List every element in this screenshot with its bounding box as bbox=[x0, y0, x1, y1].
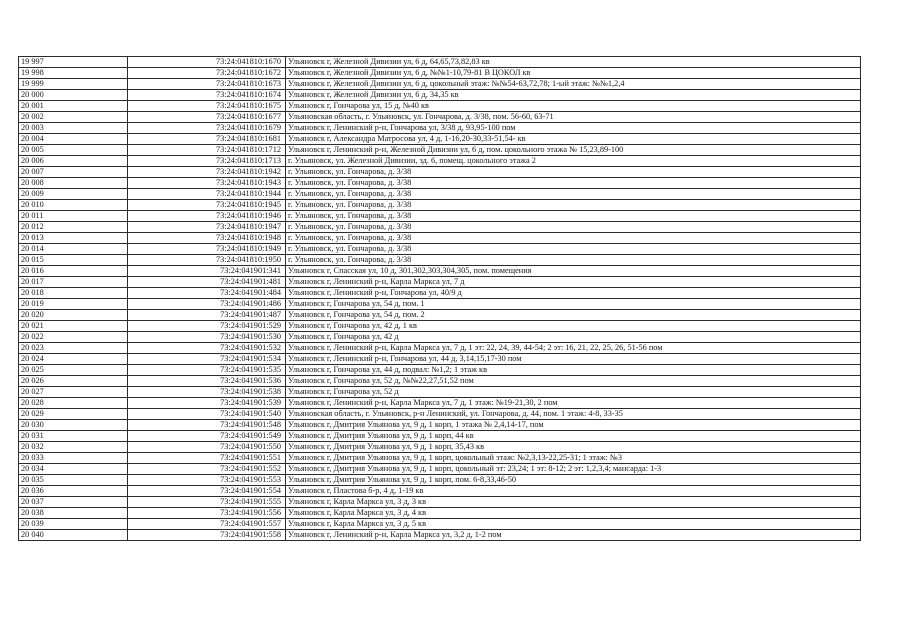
address-cell: Ульяновск г, Ленинский р-н, Гончарова ул, 40/9 д bbox=[286, 288, 861, 299]
cadastral-number-cell: 73:24:041810:1950 bbox=[128, 255, 286, 266]
address-cell: Ульяновск г, Гончарова ул, 42 д, 1 кв bbox=[286, 321, 861, 332]
cadastral-number-cell: 73:24:041901:554 bbox=[128, 486, 286, 497]
table-row bbox=[19, 123, 861, 134]
row-number-cell: 20 006 bbox=[19, 156, 128, 167]
table-row bbox=[19, 475, 861, 486]
row-number-cell: 20 012 bbox=[19, 222, 128, 233]
cadastral-number-cell: 73:24:041901:534 bbox=[128, 354, 286, 365]
table-row bbox=[19, 156, 861, 167]
table-row bbox=[19, 442, 861, 453]
cadastral-number-cell: 73:24:041901:540 bbox=[128, 409, 286, 420]
cadastral-number-cell: 73:24:041810:1713 bbox=[128, 156, 286, 167]
cadastral-number-cell: 73:24:041810:1946 bbox=[128, 211, 286, 222]
address-cell: Ульяновск г, Карла Маркса ул, 3 д, 5 кв bbox=[286, 519, 861, 530]
address-cell: Ульяновская область, г. Ульяновск, ул. Гончарова, д. 3/38, пом. 56-60, 63-71 bbox=[286, 112, 861, 123]
table-row bbox=[19, 431, 861, 442]
address-cell: Ульяновск г, Гончарова ул, 54 д, пом. 1 bbox=[286, 299, 861, 310]
address-cell: Ульяновск г, Ленинский р-н, Карла Маркса ул, 7 д, 1 этаж: №19-21,30, 2 пом bbox=[286, 398, 861, 409]
table-row bbox=[19, 178, 861, 189]
row-number-cell: 19 997 bbox=[19, 57, 128, 68]
row-number-cell: 20 018 bbox=[19, 288, 128, 299]
address-cell: Ульяновск г, Пластова б-р, 4 д, 1-19 кв bbox=[286, 486, 861, 497]
address-cell: Ульяновск г, Гончарова ул, 52 д bbox=[286, 387, 861, 398]
cadastral-number-cell: 73:24:041901:558 bbox=[128, 530, 286, 541]
registry-table-body bbox=[19, 57, 861, 541]
table-row bbox=[19, 376, 861, 387]
address-cell: г. Ульяновск, ул. Гончарова, д. 3/38 bbox=[286, 222, 861, 233]
table-row bbox=[19, 420, 861, 431]
table-row bbox=[19, 497, 861, 508]
row-number-cell: 20 023 bbox=[19, 343, 128, 354]
table-row bbox=[19, 145, 861, 156]
row-number-cell: 20 039 bbox=[19, 519, 128, 530]
address-cell: Ульяновск г, Железной Дивизии ул, 6 д, 64,65,73,82,83 кв bbox=[286, 57, 861, 68]
address-cell: Ульяновск г, Карла Маркса ул, 3 д, 4 кв bbox=[286, 508, 861, 519]
cadastral-number-cell: 73:24:041901:556 bbox=[128, 508, 286, 519]
row-number-cell: 20 010 bbox=[19, 200, 128, 211]
cadastral-number-cell: 73:24:041901:532 bbox=[128, 343, 286, 354]
cadastral-number-cell: 73:24:041810:1681 bbox=[128, 134, 286, 145]
address-cell: Ульяновск г, Ленинский р-н, Карла Маркса ул, 7 д, 1 эт: 22, 24, 39, 44-54; 2 эт: 16, 21, 22, 25, 26, 51-56 пом bbox=[286, 343, 861, 354]
table-row bbox=[19, 277, 861, 288]
row-number-cell: 20 033 bbox=[19, 453, 128, 464]
table-row bbox=[19, 365, 861, 376]
cadastral-number-cell: 73:24:041901:481 bbox=[128, 277, 286, 288]
table-row bbox=[19, 68, 861, 79]
cadastral-number-cell: 73:24:041810:1948 bbox=[128, 233, 286, 244]
address-cell: Ульяновск г, Железной Дивизии ул, 6 д, цокольный этаж: №№54-63,72,78; 1-ый этаж: №№1,2,4 bbox=[286, 79, 861, 90]
table-row bbox=[19, 79, 861, 90]
cadastral-number-cell: 73:24:041901:539 bbox=[128, 398, 286, 409]
cadastral-number-cell: 73:24:041901:535 bbox=[128, 365, 286, 376]
address-cell: г. Ульяновск, ул. Гончарова, д. 3/38 bbox=[286, 233, 861, 244]
row-number-cell: 20 005 bbox=[19, 145, 128, 156]
address-cell: Ульяновск г, Александра Матросова ул, 4 д, 1-16,20-30,33-51,54- кв bbox=[286, 134, 861, 145]
address-cell: Ульяновск г, Дмитрия Ульянова ул, 9 д, 1 корп, 35,43 кв bbox=[286, 442, 861, 453]
address-cell: Ульяновск г, Дмитрия Ульянова ул, 9 д, 1 корп, 44 кв bbox=[286, 431, 861, 442]
cadastral-number-cell: 73:24:041810:1712 bbox=[128, 145, 286, 156]
address-cell: Ульяновск г, Гончарова ул, 42 д bbox=[286, 332, 861, 343]
table-row bbox=[19, 398, 861, 409]
cadastral-number-cell: 73:24:041901:486 bbox=[128, 299, 286, 310]
cadastral-number-cell: 73:24:041901:538 bbox=[128, 387, 286, 398]
row-number-cell: 20 031 bbox=[19, 431, 128, 442]
address-cell: Ульяновск г, Дмитрия Ульянова ул, 9 д, 1 корп, 1 этажа № 2,4,14-17, пом bbox=[286, 420, 861, 431]
address-cell: г. Ульяновск, ул. Гончарова, д. 3/38 bbox=[286, 200, 861, 211]
row-number-cell: 20 020 bbox=[19, 310, 128, 321]
row-number-cell: 20 024 bbox=[19, 354, 128, 365]
row-number-cell: 20 021 bbox=[19, 321, 128, 332]
table-row bbox=[19, 288, 861, 299]
table-row bbox=[19, 508, 861, 519]
table-row bbox=[19, 244, 861, 255]
address-cell: Ульяновск г, Ленинский р-н, Гончарова ул, 3/38 д, 93,95-100 пом bbox=[286, 123, 861, 134]
cadastral-number-cell: 73:24:041810:1945 bbox=[128, 200, 286, 211]
row-number-cell: 20 008 bbox=[19, 178, 128, 189]
address-cell: Ульяновская область, г. Ульяновск, р-н Ленинский, ул. Гончарова, д. 44, пом. 1 этаж: 4-8, 33-35 bbox=[286, 409, 861, 420]
cadastral-number-cell: 73:24:041810:1677 bbox=[128, 112, 286, 123]
row-number-cell: 20 001 bbox=[19, 101, 128, 112]
cadastral-number-cell: 73:24:041901:484 bbox=[128, 288, 286, 299]
row-number-cell: 20 036 bbox=[19, 486, 128, 497]
table-row bbox=[19, 255, 861, 266]
row-number-cell: 20 032 bbox=[19, 442, 128, 453]
table-row bbox=[19, 387, 861, 398]
cadastral-number-cell: 73:24:041810:1679 bbox=[128, 123, 286, 134]
row-number-cell: 20 004 bbox=[19, 134, 128, 145]
row-number-cell: 20 019 bbox=[19, 299, 128, 310]
cadastral-number-cell: 73:24:041901:555 bbox=[128, 497, 286, 508]
address-cell: Ульяновск г, Спасская ул, 10 д, 301,302,303,304,305, пом. помещения bbox=[286, 266, 861, 277]
row-number-cell: 20 016 bbox=[19, 266, 128, 277]
address-cell: Ульяновск г, Ленинский р-н, Карла Маркса ул, 7 д bbox=[286, 277, 861, 288]
table-row bbox=[19, 343, 861, 354]
cadastral-number-cell: 73:24:041810:1947 bbox=[128, 222, 286, 233]
row-number-cell: 20 035 bbox=[19, 475, 128, 486]
row-number-cell: 20 040 bbox=[19, 530, 128, 541]
address-cell: г. Ульяновск, ул. Железной Дивизии, зд. 6, помещ. цокольного этажа 2 bbox=[286, 156, 861, 167]
address-cell: Ульяновск г, Ленинский р-н, Железной Дивизии ул, 6 д, пом. цокольного этажа № 15,23,89-100 bbox=[286, 145, 861, 156]
table-row bbox=[19, 486, 861, 497]
table-row bbox=[19, 310, 861, 321]
address-cell: Ульяновск г, Железной Дивизии ул, 6 д, №№1-10,79-81 В ЦОКОЛ кв bbox=[286, 68, 861, 79]
row-number-cell: 20 034 bbox=[19, 464, 128, 475]
cadastral-number-cell: 73:24:041901:557 bbox=[128, 519, 286, 530]
table-row bbox=[19, 211, 861, 222]
table-row bbox=[19, 134, 861, 145]
address-cell: г. Ульяновск, ул. Гончарова, д. 3/38 bbox=[286, 167, 861, 178]
address-cell: г. Ульяновск, ул. Гончарова, д. 3/38 bbox=[286, 244, 861, 255]
address-cell: Ульяновск г, Дмитрия Ульянова ул, 9 д, 1 корп, цокольный эт: 23,24; 1 эт: 8-12; 2 эт: 1,2,3,4; мансарда: 1-3 bbox=[286, 464, 861, 475]
row-number-cell: 20 030 bbox=[19, 420, 128, 431]
row-number-cell: 20 027 bbox=[19, 387, 128, 398]
row-number-cell: 20 038 bbox=[19, 508, 128, 519]
table-row bbox=[19, 233, 861, 244]
address-cell: Ульяновск г, Железной Дивизии ул, 6 д, 34,35 кв bbox=[286, 90, 861, 101]
row-number-cell: 20 026 bbox=[19, 376, 128, 387]
row-number-cell: 20 015 bbox=[19, 255, 128, 266]
address-cell: г. Ульяновск, ул. Гончарова, д. 3/38 bbox=[286, 255, 861, 266]
address-cell: г. Ульяновск, ул. Гончарова, д. 3/38 bbox=[286, 189, 861, 200]
table-row bbox=[19, 519, 861, 530]
cadastral-number-cell: 73:24:041810:1943 bbox=[128, 178, 286, 189]
address-cell: Ульяновск г, Дмитрия Ульянова ул, 9 д, 1 корп, цокольный этаж: №2,3,13-22,25-31; 1 этаж: №3 bbox=[286, 453, 861, 464]
table-row bbox=[19, 354, 861, 365]
table-row bbox=[19, 200, 861, 211]
cadastral-number-cell: 73:24:041810:1672 bbox=[128, 68, 286, 79]
cadastral-number-cell: 73:24:041901:550 bbox=[128, 442, 286, 453]
address-cell: Ульяновск г, Гончарова ул, 52 д, №№22,27,51,52 пом bbox=[286, 376, 861, 387]
registry-table bbox=[18, 56, 861, 541]
cadastral-number-cell: 73:24:041901:549 bbox=[128, 431, 286, 442]
row-number-cell: 20 017 bbox=[19, 277, 128, 288]
cadastral-number-cell: 73:24:041901:548 bbox=[128, 420, 286, 431]
table-row bbox=[19, 266, 861, 277]
cadastral-number-cell: 73:24:041901:551 bbox=[128, 453, 286, 464]
table-row bbox=[19, 167, 861, 178]
table-row bbox=[19, 222, 861, 233]
table-row bbox=[19, 321, 861, 332]
row-number-cell: 20 029 bbox=[19, 409, 128, 420]
address-cell: Ульяновск г, Ленинский р-н, Гончарова ул, 44 д, 3,14,15,17-30 пом bbox=[286, 354, 861, 365]
address-cell: Ульяновск г, Дмитрия Ульянова ул, 9 д, 1 корп, пом. 6-8,33,46-50 bbox=[286, 475, 861, 486]
cadastral-number-cell: 73:24:041810:1673 bbox=[128, 79, 286, 90]
cadastral-number-cell: 73:24:041901:552 bbox=[128, 464, 286, 475]
table-row bbox=[19, 464, 861, 475]
row-number-cell: 20 009 bbox=[19, 189, 128, 200]
table-row bbox=[19, 189, 861, 200]
table-row bbox=[19, 90, 861, 101]
row-number-cell: 20 003 bbox=[19, 123, 128, 134]
row-number-cell: 20 000 bbox=[19, 90, 128, 101]
cadastral-number-cell: 73:24:041901:529 bbox=[128, 321, 286, 332]
address-cell: Ульяновск г, Ленинский р-н, Карла Маркса ул, 3,2 д, 1-2 пом bbox=[286, 530, 861, 541]
table-row bbox=[19, 332, 861, 343]
table-row bbox=[19, 530, 861, 541]
address-cell: г. Ульяновск, ул. Гончарова, д. 3/38 bbox=[286, 178, 861, 189]
table-row bbox=[19, 57, 861, 68]
row-number-cell: 19 998 bbox=[19, 68, 128, 79]
cadastral-number-cell: 73:24:041810:1675 bbox=[128, 101, 286, 112]
cadastral-number-cell: 73:24:041810:1949 bbox=[128, 244, 286, 255]
address-cell: Ульяновск г, Гончарова ул, 15 д, №40 кв bbox=[286, 101, 861, 112]
cadastral-number-cell: 73:24:041901:530 bbox=[128, 332, 286, 343]
row-number-cell: 20 028 bbox=[19, 398, 128, 409]
table-row bbox=[19, 112, 861, 123]
row-number-cell: 20 013 bbox=[19, 233, 128, 244]
cadastral-number-cell: 73:24:041901:341 bbox=[128, 266, 286, 277]
row-number-cell: 20 014 bbox=[19, 244, 128, 255]
address-cell: Ульяновск г, Карла Маркса ул, 3 д, 3 кв bbox=[286, 497, 861, 508]
cadastral-number-cell: 73:24:041901:553 bbox=[128, 475, 286, 486]
row-number-cell: 20 011 bbox=[19, 211, 128, 222]
address-cell: Ульяновск г, Гончарова ул, 54 д, пом. 2 bbox=[286, 310, 861, 321]
row-number-cell: 20 037 bbox=[19, 497, 128, 508]
row-number-cell: 20 025 bbox=[19, 365, 128, 376]
row-number-cell: 20 007 bbox=[19, 167, 128, 178]
address-cell: Ульяновск г, Гончарова ул, 44 д, подвал: №1,2; 1 этаж кв bbox=[286, 365, 861, 376]
table-row bbox=[19, 299, 861, 310]
cadastral-number-cell: 73:24:041901:536 bbox=[128, 376, 286, 387]
cadastral-number-cell: 73:24:041810:1942 bbox=[128, 167, 286, 178]
row-number-cell: 20 022 bbox=[19, 332, 128, 343]
cadastral-number-cell: 73:24:041810:1670 bbox=[128, 57, 286, 68]
cadastral-number-cell: 73:24:041901:487 bbox=[128, 310, 286, 321]
table-row bbox=[19, 453, 861, 464]
row-number-cell: 19 999 bbox=[19, 79, 128, 90]
table-row bbox=[19, 101, 861, 112]
table-row bbox=[19, 409, 861, 420]
cadastral-number-cell: 73:24:041810:1674 bbox=[128, 90, 286, 101]
cadastral-number-cell: 73:24:041810:1944 bbox=[128, 189, 286, 200]
address-cell: г. Ульяновск, ул. Гончарова, д. 3/38 bbox=[286, 211, 861, 222]
row-number-cell: 20 002 bbox=[19, 112, 128, 123]
